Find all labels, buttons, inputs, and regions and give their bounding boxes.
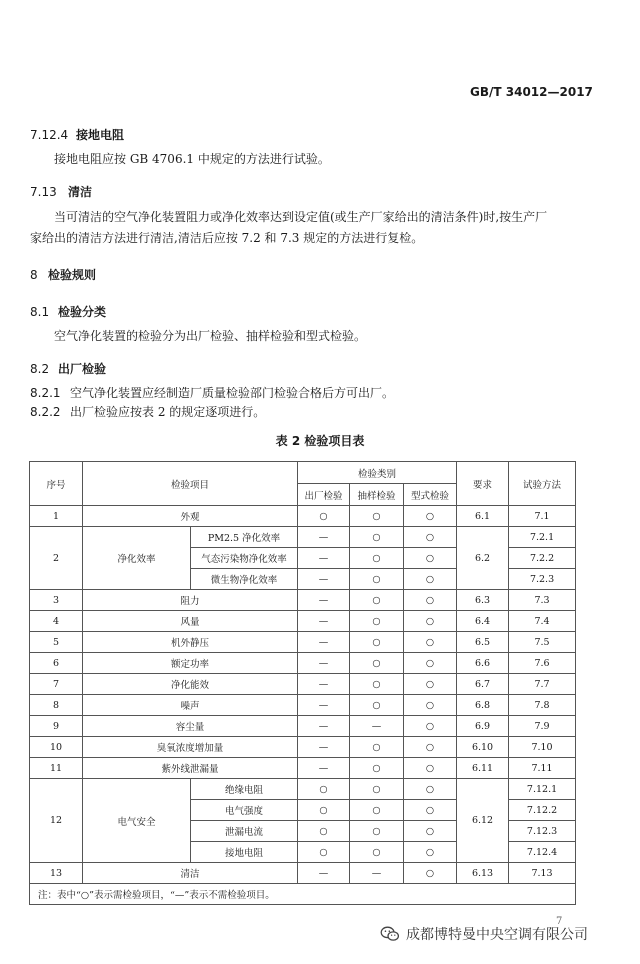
cell-requirement: 6.13 <box>457 863 509 884</box>
heading-title: 检验分类 <box>58 305 107 319</box>
cell-type: ○ <box>404 569 457 590</box>
cell-method: 7.1 <box>509 506 576 527</box>
cell-type: ○ <box>404 632 457 653</box>
wechat-icon <box>380 926 400 942</box>
inspection-items-table <box>29 461 576 905</box>
cell-sampling: ○ <box>350 737 404 758</box>
cell-sampling: ○ <box>350 842 404 863</box>
cell-factory: — <box>298 863 350 884</box>
cell-factory: — <box>298 758 350 779</box>
cell-method: 7.11 <box>509 758 576 779</box>
cell-type: ○ <box>404 821 457 842</box>
cell-requirement: 6.3 <box>457 590 509 611</box>
cell-requirement: 6.12 <box>457 779 509 863</box>
cell-factory: — <box>298 716 350 737</box>
cell-type: ○ <box>404 548 457 569</box>
cell-type: ○ <box>404 737 457 758</box>
cell-factory: ○ <box>298 800 350 821</box>
cell-seq: 6 <box>30 653 83 674</box>
cell-type: ○ <box>404 842 457 863</box>
cell-type: ○ <box>404 506 457 527</box>
heading-7-13 <box>30 183 92 200</box>
cell-sampling: ○ <box>350 695 404 716</box>
watermark-text: 成都博特曼中央空调有限公司 <box>406 927 588 943</box>
cell-seq: 11 <box>30 758 83 779</box>
table-note: 注：表中“○”表示需检验项目，“—”表示不需检验项目。 <box>30 884 576 905</box>
table-row <box>30 716 576 737</box>
cell-sampling: ○ <box>350 800 404 821</box>
cell-type: ○ <box>404 758 457 779</box>
cell-seq: 2 <box>30 527 83 590</box>
cell-factory: — <box>298 527 350 548</box>
clause-number: 8.2.2 <box>30 405 61 419</box>
heading-8 <box>30 266 96 283</box>
clause-text: 出厂检验应按表 2 的规定逐项进行。 <box>70 405 266 419</box>
cell-seq: 5 <box>30 632 83 653</box>
cell-method: 7.7 <box>509 674 576 695</box>
cell-factory: — <box>298 737 350 758</box>
table-row <box>30 527 576 548</box>
header-factory: 出厂检验 <box>298 484 350 506</box>
cell-sampling: ○ <box>350 779 404 800</box>
cell-method: 7.12.2 <box>509 800 576 821</box>
header-sampling: 抽样检验 <box>350 484 404 506</box>
cell-sampling: ○ <box>350 653 404 674</box>
cell-method: 7.4 <box>509 611 576 632</box>
cell-method: 7.10 <box>509 737 576 758</box>
cell-sampling: ○ <box>350 611 404 632</box>
paragraph-7-13-line1: 当可清洁的空气净化装置阻力或净化效率达到设定值(或生产厂家给出的清洁条件)时,按生产厂 <box>54 210 548 224</box>
table-row <box>30 653 576 674</box>
cell-factory: — <box>298 632 350 653</box>
heading-title: 出厂检验 <box>58 362 107 376</box>
cell-requirement: 6.6 <box>457 653 509 674</box>
cell-sampling: ○ <box>350 506 404 527</box>
cell-seq: 10 <box>30 737 83 758</box>
table-row <box>30 611 576 632</box>
cell-method: 7.12.1 <box>509 779 576 800</box>
heading-number: 8 <box>30 268 38 282</box>
cell-subitem: 电气强度 <box>191 800 298 821</box>
cell-type: ○ <box>404 695 457 716</box>
cell-sampling: ○ <box>350 548 404 569</box>
cell-requirement: 6.4 <box>457 611 509 632</box>
cell-method: 7.2.1 <box>509 527 576 548</box>
cell-seq: 4 <box>30 611 83 632</box>
cell-type: ○ <box>404 863 457 884</box>
heading-number: 8.2 <box>30 362 50 376</box>
cell-method: 7.2.3 <box>509 569 576 590</box>
cell-subitem: 绝缘电阻 <box>191 779 298 800</box>
heading-title: 接地电阻 <box>76 128 125 142</box>
cell-item: 清洁 <box>83 863 298 884</box>
cell-type: ○ <box>404 716 457 737</box>
cell-factory: — <box>298 695 350 716</box>
cell-seq: 13 <box>30 863 83 884</box>
cell-factory: — <box>298 674 350 695</box>
cell-factory: — <box>298 611 350 632</box>
cell-sampling: ○ <box>350 527 404 548</box>
cell-requirement: 6.9 <box>457 716 509 737</box>
header-method: 试验方法 <box>509 462 576 506</box>
header-type: 型式检验 <box>404 484 457 506</box>
cell-requirement: 6.2 <box>457 527 509 590</box>
heading-number: 7.12.4 <box>30 128 69 142</box>
heading-title: 清洁 <box>68 185 93 199</box>
cell-sampling: ○ <box>350 674 404 695</box>
page-number: 7 <box>556 916 563 927</box>
clause-text: 空气净化装置应经制造厂质量检验部门检验合格后方可出厂。 <box>70 386 395 400</box>
cell-type: ○ <box>404 653 457 674</box>
cell-factory: ○ <box>298 821 350 842</box>
cell-item: 阻力 <box>83 590 298 611</box>
cell-item: 外观 <box>83 506 298 527</box>
cell-method: 7.3 <box>509 590 576 611</box>
cell-requirement: 6.5 <box>457 632 509 653</box>
header-category: 检验类别 <box>298 462 457 484</box>
watermark <box>380 924 588 944</box>
cell-subitem: 接地电阻 <box>191 842 298 863</box>
table-row <box>30 737 576 758</box>
cell-item: 紫外线泄漏量 <box>83 758 298 779</box>
cell-method: 7.6 <box>509 653 576 674</box>
paragraph-8-2-2 <box>30 401 265 424</box>
cell-item: 臭氧浓度增加量 <box>83 737 298 758</box>
cell-method: 7.9 <box>509 716 576 737</box>
cell-subitem: 微生物净化效率 <box>191 569 298 590</box>
cell-type: ○ <box>404 674 457 695</box>
table-row <box>30 758 576 779</box>
cell-requirement: 6.10 <box>457 737 509 758</box>
cell-type: ○ <box>404 611 457 632</box>
paragraph-8-1: 空气净化装置的检验分为出厂检验、抽样检验和型式检验。 <box>54 329 367 343</box>
cell-factory: ○ <box>298 506 350 527</box>
heading-number: 8.1 <box>30 305 50 319</box>
clause-number: 8.2.1 <box>30 386 61 400</box>
cell-type: ○ <box>404 527 457 548</box>
paragraph-7-13-line2: 家给出的清洁方法进行清洁,清洁后应按 7.2 和 7.3 规定的方法进行复检。 <box>30 231 424 245</box>
table-row <box>30 863 576 884</box>
cell-method: 7.12.3 <box>509 821 576 842</box>
cell-item: 风量 <box>83 611 298 632</box>
header-item: 检验项目 <box>83 462 298 506</box>
cell-sampling: ○ <box>350 590 404 611</box>
cell-seq: 3 <box>30 590 83 611</box>
heading-8-2 <box>30 360 106 377</box>
cell-item: 噪声 <box>83 695 298 716</box>
cell-method: 7.8 <box>509 695 576 716</box>
cell-method: 7.12.4 <box>509 842 576 863</box>
heading-number: 7.13 <box>30 185 57 199</box>
table-row <box>30 590 576 611</box>
cell-sampling: ○ <box>350 821 404 842</box>
cell-type: ○ <box>404 590 457 611</box>
header-requirement: 要求 <box>457 462 509 506</box>
cell-seq: 7 <box>30 674 83 695</box>
table-row <box>30 674 576 695</box>
table-row <box>30 506 576 527</box>
table-row <box>30 632 576 653</box>
cell-subitem: 气态污染物净化效率 <box>191 548 298 569</box>
cell-sampling: — <box>350 716 404 737</box>
cell-requirement: 6.7 <box>457 674 509 695</box>
heading-7-12-4 <box>30 126 124 143</box>
heading-title: 检验规则 <box>48 268 97 282</box>
standard-code: GB/T 34012—2017 <box>470 85 593 99</box>
cell-requirement: 6.11 <box>457 758 509 779</box>
cell-method: 7.2.2 <box>509 548 576 569</box>
cell-factory: ○ <box>298 779 350 800</box>
cell-seq: 1 <box>30 506 83 527</box>
table-note-row <box>30 884 576 905</box>
cell-factory: — <box>298 548 350 569</box>
cell-factory: — <box>298 590 350 611</box>
cell-subitem: PM2.5 净化效率 <box>191 527 298 548</box>
cell-item: 机外静压 <box>83 632 298 653</box>
cell-type: ○ <box>404 779 457 800</box>
heading-8-1 <box>30 303 106 320</box>
cell-sampling: — <box>350 863 404 884</box>
cell-subitem: 泄漏电流 <box>191 821 298 842</box>
table-row <box>30 779 576 800</box>
cell-seq: 8 <box>30 695 83 716</box>
table-row <box>30 695 576 716</box>
cell-item: 容尘量 <box>83 716 298 737</box>
cell-seq: 9 <box>30 716 83 737</box>
cell-requirement: 6.1 <box>457 506 509 527</box>
cell-item: 电气安全 <box>83 779 191 863</box>
cell-method: 7.5 <box>509 632 576 653</box>
table-caption: 表 2 检验项目表 <box>275 434 365 448</box>
cell-sampling: ○ <box>350 632 404 653</box>
cell-sampling: ○ <box>350 569 404 590</box>
cell-item: 额定功率 <box>83 653 298 674</box>
header-seq: 序号 <box>30 462 83 506</box>
cell-factory: ○ <box>298 842 350 863</box>
cell-requirement: 6.8 <box>457 695 509 716</box>
paragraph-7-12-4: 接地电阻应按 GB 4706.1 中规定的方法进行试验。 <box>54 152 330 166</box>
cell-seq: 12 <box>30 779 83 863</box>
cell-sampling: ○ <box>350 758 404 779</box>
cell-method: 7.13 <box>509 863 576 884</box>
cell-item: 净化能效 <box>83 674 298 695</box>
cell-factory: — <box>298 569 350 590</box>
cell-factory: — <box>298 653 350 674</box>
cell-item: 净化效率 <box>83 527 191 590</box>
cell-type: ○ <box>404 800 457 821</box>
